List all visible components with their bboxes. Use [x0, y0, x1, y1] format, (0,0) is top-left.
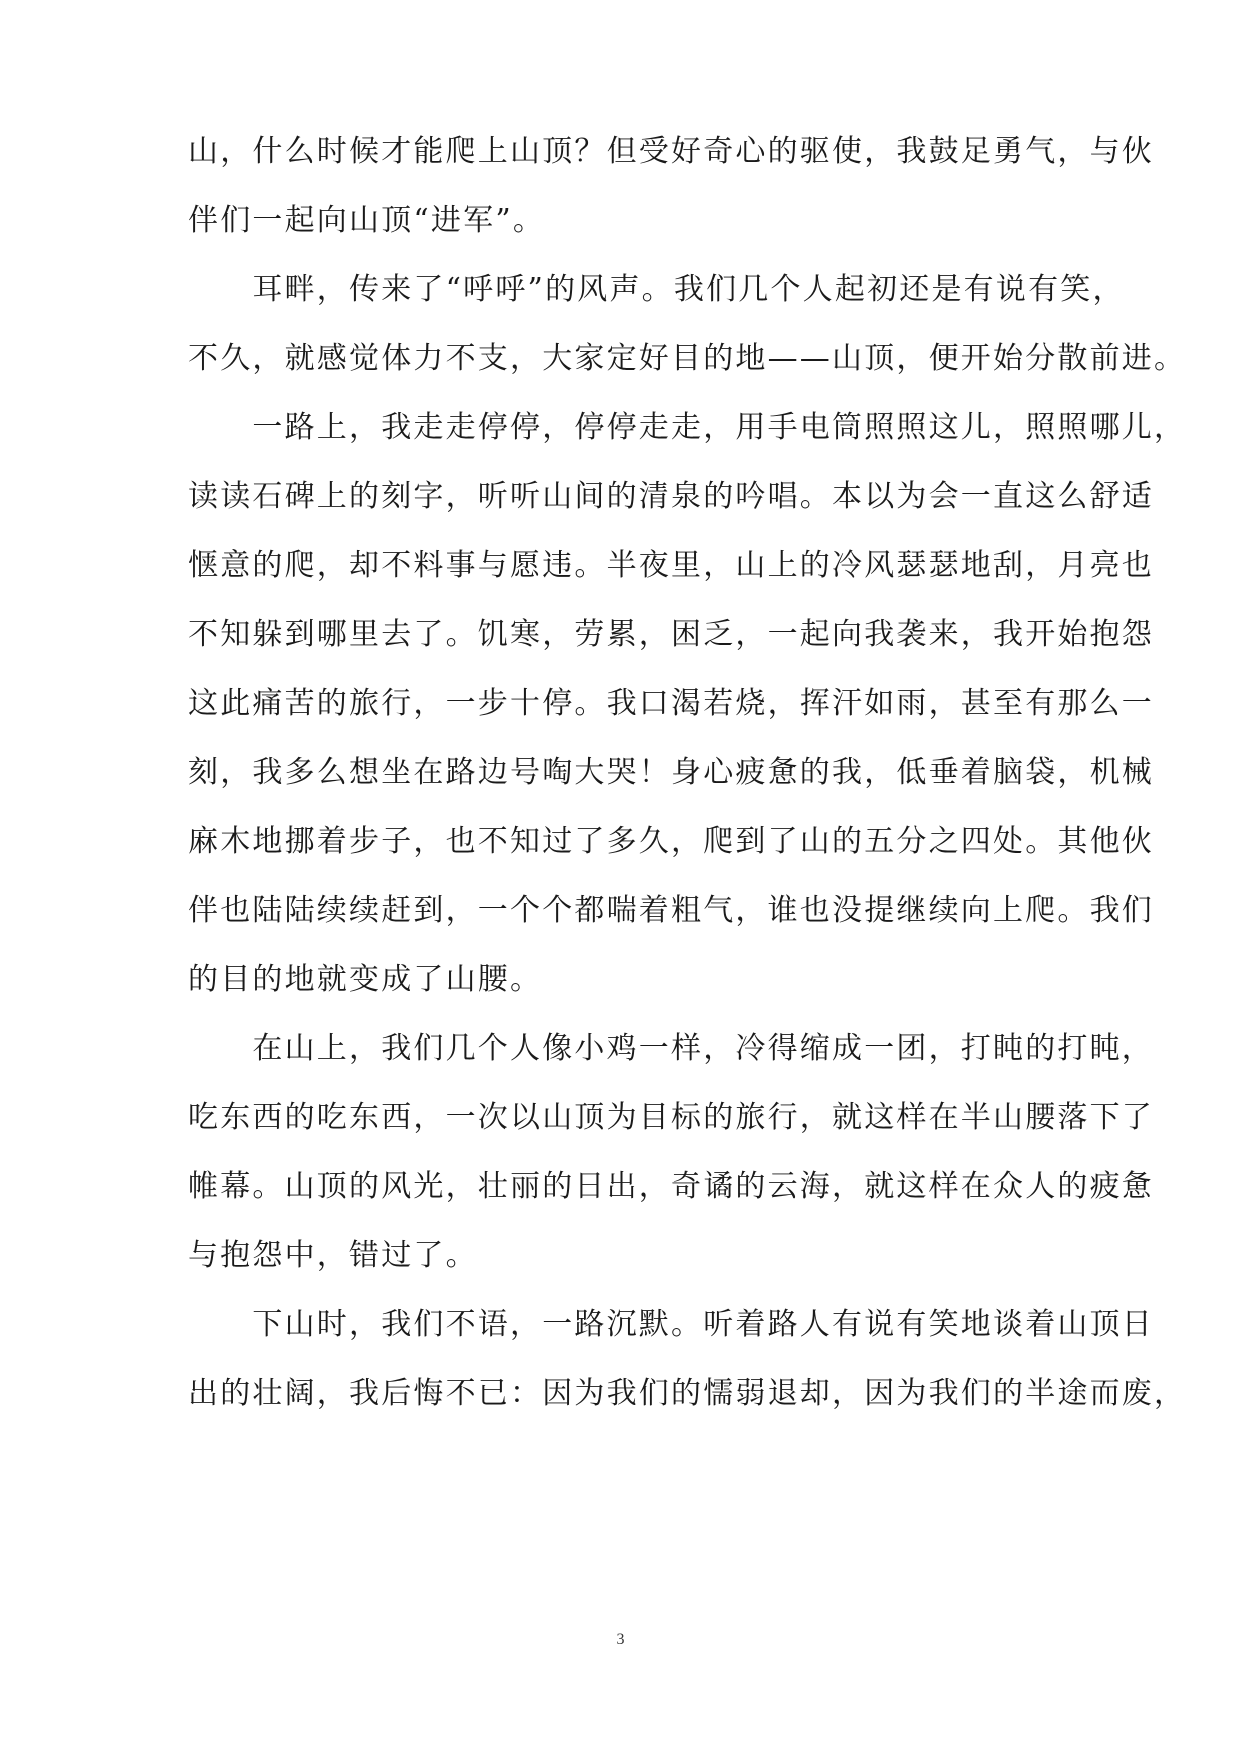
- text-line: 吃东西的吃东西，一次以山顶为目标的旅行，就这样在半山腰落下了: [188, 1100, 1154, 1135]
- text-line: 伴们一起向山顶“进军”。: [188, 203, 546, 238]
- page-number: 3: [616, 1631, 625, 1648]
- text-line: 帷幕。山顶的风光，壮丽的日出，奇谲的云海，就这样在众人的疲惫: [188, 1169, 1154, 1204]
- text-line: 耳畔，传来了“呼呼”的风声。我们几个人起初还是有说有笑，: [188, 272, 1125, 307]
- text-line: 读读石碑上的刻字，听听山间的清泉的吟唱。本以为会一直这么舒适: [188, 479, 1154, 514]
- text-line: 不久，就感觉体力不支，大家定好目的地——山顶，便开始分散前进。: [188, 341, 1187, 376]
- text-line: 刻，我多么想坐在路边号啕大哭！身心疲惫的我，低垂着脑袋，机械: [188, 755, 1154, 790]
- text-line: 这此痛苦的旅行，一步十停。我口渴若烧，挥汗如雨，甚至有那么一: [188, 686, 1154, 721]
- text-line: 惬意的爬，却不料事与愿违。半夜里，山上的冷风瑟瑟地刮，月亮也: [188, 548, 1154, 583]
- text-line: 伴也陆陆续续赶到，一个个都喘着粗气，谁也没提继续向上爬。我们: [188, 893, 1154, 928]
- text-line: 的目的地就变成了山腰。: [188, 962, 543, 997]
- text-line: 出的壮阔，我后悔不已：因为我们的懦弱退却，因为我们的半途而废，: [188, 1376, 1187, 1411]
- text-line: 在山上，我们几个人像小鸡一样，冷得缩成一团，打盹的打盹，: [188, 1031, 1154, 1066]
- text-line: 山，什么时候才能爬上山顶？但受好奇心的驱使，我鼓足勇气，与伙: [188, 134, 1154, 169]
- text-line: 不知躲到哪里去了。饥寒，劳累，困乏，一起向我袭来，我开始抱怨: [188, 617, 1154, 652]
- text-line: 与抱怨中，错过了。: [188, 1238, 478, 1273]
- text-line: 下山时，我们不语，一路沉默。听着路人有说有笑地谈着山顶日: [188, 1307, 1154, 1342]
- text-line: 麻木地挪着步子，也不知过了多久，爬到了山的五分之四处。其他伙: [188, 824, 1154, 859]
- text-line: 一路上，我走走停停，停停走走，用手电筒照照这儿，照照哪儿，: [188, 410, 1187, 445]
